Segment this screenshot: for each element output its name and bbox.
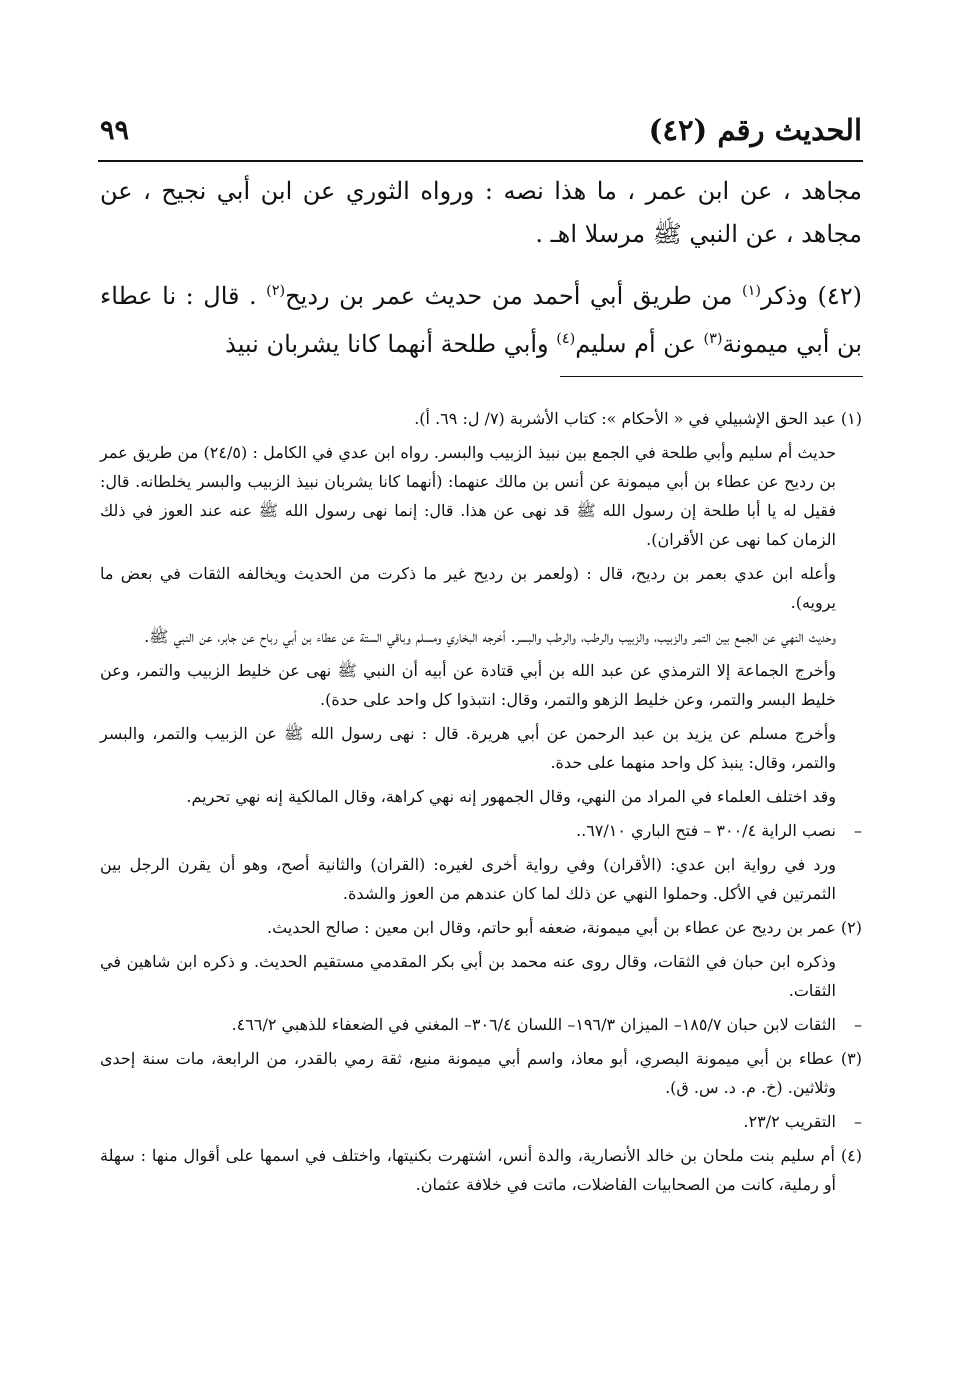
footnote-1: (١) عبد الحق الإشبيلي في « الأحكام »: كتاب الأشربة (٧/ ل: ٦٩. أ). <box>414 409 862 428</box>
header-rule <box>98 160 863 162</box>
footnote-paragraph: حديث أم سليم وأبي طلحة في الجمع بين نبيذ الزبيب والبسر. رواه ابن عدي في الكامل : (٢٤/٥) من طريق عمر بن رديح عن عطاء بن أبي ميمونة عن أنس بن مالك عنهما: (أنهما كانا يشربان نبيذ الزبيب والبسر يخلطانه. قال: فقيل له يا أبا طلحة إن رسول الله ﷺ قد نهى عن هذا. قال: إنما نهى رسول الله ﷺ عنه عند العوز في ذلك الزمان كما نهى عن الأقران). <box>100 443 837 549</box>
footnote-paragraph: وأعله ابن عدي بعمر بن رديح، قال : (ولعمر بن رديح غير ما ذكرت من الحديث ويخالفه الثقات في بعض ما يرويه). <box>100 564 837 612</box>
footnote-ref-4: (٤) <box>556 331 576 347</box>
footnote-ref-1: (١) <box>742 283 762 299</box>
footnote-2: (٢) عمر بن رديح عن عطاء بن أبي ميمونة، ضعفه أبو حاتم، وقال ابن معين : صالح الحديث. <box>267 918 862 937</box>
footnote-paragraph: وأخرج الجماعة إلا الترمذي عن عبد الله بن أبي قتادة عن أبيه أن النبي ﷺ نهى عن خليط الزبيب والتمر، وعن خليط البسر والتمر، وعن خليط الزهو والتمر، وقال: انتبذوا كل واحد على حدة). <box>100 661 836 709</box>
hadith-number-text: (٤٢) وذكر <box>761 282 863 310</box>
main-text-segment: وأبي طلحة أنهما كانا يشربان نبيذ <box>225 330 557 358</box>
footnote-4: (٤) أم سليم بنت ملحان بن خالد الأنصارية، والدة أنس، اشتهرت بكنيتها، واختلف في اسمها على أقوال منها : سهلة أو رملية، كانت من الصحابيات الفاضلات، ماتت في خلافة عثمان. <box>100 1146 862 1194</box>
main-text-segment: . قال : نا عطاء بن أبي ميمونة <box>100 282 862 358</box>
footnote-ref-3: (٣) <box>703 331 723 347</box>
main-paragraph-1: مجاهد ، عن ابن عمر ، ما هذا نصه : ورواه الثوري عن ابن أبي نجيح ، عن مجاهد ، عن النبي ﷺ مرسلا اهـ . <box>100 177 862 248</box>
footnote-paragraph: وذكره ابن حبان في الثقات، وقال روى عنه محمد بن أبي بكر المقدمي مستقيم الحديث. و ذكره ابن شاهين في الثقات. <box>100 952 836 1000</box>
footnote-separator <box>560 376 863 377</box>
main-text <box>100 170 862 366</box>
footnote-paragraph: ورد في رواية ابن عدي: (الأقران) وفي رواية أخرى لغيره: (القران) والثانية أصح، وهو أن يقرن الرجل بين الثمرتين في الأكل. وحملوا النهي عن ذلك لما كان عندهم من العوز والشدة. <box>100 855 836 903</box>
footnote-reference-line: – نصب الراية ٣٠٠/٤ – فتح الباري ٦٧/١٠.. <box>100 816 862 845</box>
main-paragraph-2 <box>100 270 862 366</box>
page-header <box>100 100 862 160</box>
footnotes <box>100 404 862 1204</box>
footnote-paragraph: وأخرج مسلم عن يزيد بن عبد الرحمن عن أبي هريرة. قال : نهى رسول الله ﷺ عن الزبيب والتمر، والبسر والتمر، وقال: ينبذ كل واحد منهما على حدة. <box>100 724 836 772</box>
footnote-reference-line: – التقريب ٢٣/٢. <box>100 1107 862 1136</box>
footnote-reference-line: – الثقات لابن حبان ١٨٥/٧– الميزان ١٩٦/٣– اللسان ٣٠٦/٤– المغني في الضعفاء للذهبي ٤٦٦/٢. <box>100 1010 862 1039</box>
footnote-ref-2: (٢) <box>266 283 286 299</box>
footnote-3: (٣) عطاء بن أبي ميمونة البصري، أبو معاذ، واسم أبي ميمونة منيع، ثقة رمي بالقدر، من الرابعة، مات سنة إحدى وثلاثين. (خ. م. د. س. ق). <box>100 1049 863 1097</box>
footnote-paragraph: وحديث النهي عن الجمع بين التمر والزبيب، والزبيب والرطب، والرطب والبسر. أخرجه البخاري ومسلم وباقي الستة عن عطاء بن أبي رباح عن جابر، عن النبي ﷺ. <box>144 627 836 646</box>
main-text-segment: عن أم سليم <box>575 330 704 358</box>
page-number: ٩٩ <box>100 114 130 146</box>
main-text-segment: من طريق أبي أحمد من حديث عمر بن رديح <box>285 282 743 310</box>
footnote-paragraph: وقد اختلف العلماء في المراد من النهي، وقال الجمهور إنه نهي كراهة، وقال المالكية إنه نهي تحريم. <box>186 787 836 806</box>
running-title: الحديث رقم (٤٢) <box>648 113 862 147</box>
